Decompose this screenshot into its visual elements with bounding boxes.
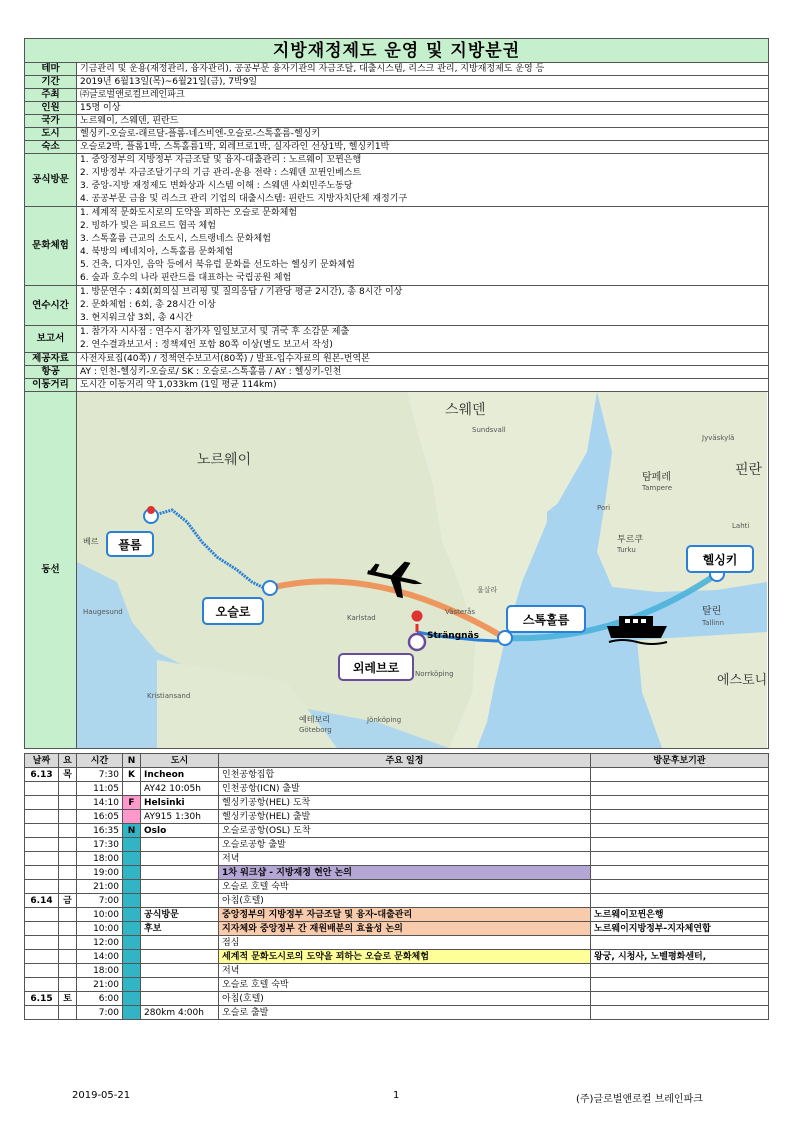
label-report: 보고서 bbox=[25, 326, 77, 353]
map-country-finland: 핀란 bbox=[735, 462, 763, 478]
table-row bbox=[25, 824, 769, 838]
host-value: ㈜글로벌앤로컬브레인파크 bbox=[77, 89, 769, 102]
schedule-cell-plan: 오슬로공항 출발 bbox=[219, 838, 591, 852]
schedule-cell-date bbox=[25, 1006, 59, 1020]
schedule-cell-day bbox=[59, 1006, 77, 1020]
list-item: 2. 연수결과보고서 : 정책제언 포함 80쪽 이상(별도 보고서 작성) bbox=[80, 340, 333, 350]
table-row bbox=[25, 964, 769, 978]
city-value: 헬싱키-오슬로-래르달-플롬-네스비엔-오슬로-스톡홀름-헬싱키 bbox=[77, 128, 769, 141]
schedule-cell-org: 노르웨이꼬뮌은행 bbox=[591, 908, 769, 922]
schedule-cell-n bbox=[123, 838, 141, 852]
period-value: 2019년 6월13일(목)~6월21일(금), 7박9일 bbox=[77, 76, 769, 89]
schedule-cell-org bbox=[591, 964, 769, 978]
estonia-land bbox=[637, 632, 767, 748]
map-label-jonkoping: Jönköping bbox=[367, 716, 402, 724]
schedule-cell-time: 7:00 bbox=[77, 1006, 123, 1020]
label-materials: 제공자료 bbox=[25, 353, 77, 366]
callout-oslo-label: 오슬로 bbox=[215, 605, 251, 619]
map-country-norway: 노르웨이 bbox=[197, 452, 252, 468]
schedule-cell-date bbox=[25, 922, 59, 936]
label-host: 주최 bbox=[25, 89, 77, 102]
schedule-cell-n: K bbox=[123, 768, 141, 782]
map-label-pori: Pori bbox=[597, 504, 611, 512]
schedule-cell-org bbox=[591, 894, 769, 908]
label-lodging: 숙소 bbox=[25, 141, 77, 154]
callout-orebro-label: 외레브로 bbox=[352, 661, 400, 675]
schedule-cell-city bbox=[141, 964, 219, 978]
schedule-cell-city bbox=[141, 838, 219, 852]
list-item: 1. 참가자 시사점 : 연수시 참가자 일일보고서 및 귀국 후 소감문 제출 bbox=[80, 327, 350, 337]
label-distance: 이동거리 bbox=[25, 379, 77, 392]
air-value: AY : 인천-헬싱키-오슬로/ SK : 오슬로-스톡홀름 / AY : 헬싱키-인천 bbox=[77, 366, 769, 379]
map-label-sundsvall: Sundsvall bbox=[472, 426, 506, 434]
people-value: 15명 이상 bbox=[77, 102, 769, 115]
route-map-cell bbox=[77, 392, 769, 749]
table-row bbox=[25, 782, 769, 796]
schedule-cell-org: 노르웨이지방정부-지자체연합 bbox=[591, 922, 769, 936]
label-culture: 문화체험 bbox=[25, 207, 77, 286]
footer-page-number: 1 bbox=[393, 1090, 400, 1101]
schedule-cell-time: 14:00 bbox=[77, 950, 123, 964]
label-people: 인원 bbox=[25, 102, 77, 115]
report-list bbox=[77, 326, 769, 353]
schedule-cell-org bbox=[591, 852, 769, 866]
schedule-cell-time: 7:30 bbox=[77, 768, 123, 782]
schedule-cell-time: 18:00 bbox=[77, 852, 123, 866]
schedule-cell-plan: 저녁 bbox=[219, 964, 591, 978]
row-period bbox=[25, 76, 769, 89]
callout-helsinki bbox=[687, 546, 753, 572]
schedule-cell-n bbox=[123, 964, 141, 978]
callout-flam-label: 플롬 bbox=[118, 538, 142, 552]
map-label-lahti: Lahti bbox=[732, 522, 750, 530]
schedule-cell-city bbox=[141, 880, 219, 894]
map-label-bergen: 베르 bbox=[83, 537, 99, 546]
list-item: 2. 빙하가 빚은 피요르드 협곡 체험 bbox=[80, 221, 216, 231]
schedule-cell-city: Incheon bbox=[141, 768, 219, 782]
schedule-cell-date bbox=[25, 852, 59, 866]
info-table bbox=[24, 38, 769, 749]
schedule-cell-day bbox=[59, 824, 77, 838]
schedule-cell-org bbox=[591, 768, 769, 782]
schedule-cell-time: 12:00 bbox=[77, 936, 123, 950]
schedule-cell-plan: 아침(호텔) bbox=[219, 894, 591, 908]
list-item: 3. 현지워크샵 3회, 총 4시간 bbox=[80, 313, 193, 323]
schedule-cell-plan: 인천공항(ICN) 출발 bbox=[219, 782, 591, 796]
callout-orebro bbox=[339, 654, 413, 680]
header-time: 시간 bbox=[77, 754, 123, 768]
table-row bbox=[25, 838, 769, 852]
marker-oslo bbox=[263, 581, 277, 595]
schedule-cell-city bbox=[141, 866, 219, 880]
materials-value: 사전자료집(40쪽) / 정책연수보고서(80쪽) / 발표-입수자료의 원본-번역본 bbox=[77, 353, 769, 366]
row-official bbox=[25, 154, 769, 207]
schedule-cell-day: 금 bbox=[59, 894, 77, 908]
label-period: 기간 bbox=[25, 76, 77, 89]
schedule-cell-city: Helsinki bbox=[141, 796, 219, 810]
schedule-body bbox=[25, 768, 769, 1020]
schedule-cell-city: Oslo bbox=[141, 824, 219, 838]
schedule-cell-day bbox=[59, 852, 77, 866]
schedule-cell-plan: 오슬로공항(OSL) 도착 bbox=[219, 824, 591, 838]
map-label-haugesund: Haugesund bbox=[83, 608, 123, 616]
schedule-cell-org bbox=[591, 824, 769, 838]
table-row bbox=[25, 936, 769, 950]
schedule-cell-n bbox=[123, 782, 141, 796]
schedule-cell-time: 21:00 bbox=[77, 978, 123, 992]
schedule-cell-city: 공식방문 bbox=[141, 908, 219, 922]
map-label-tallinn-en: Tallinn bbox=[702, 619, 725, 627]
row-theme bbox=[25, 63, 769, 76]
list-item: 5. 건축, 디자인, 음악 등에서 북유럽 문화를 선도하는 헬싱키 문화체험 bbox=[80, 260, 355, 270]
table-row bbox=[25, 768, 769, 782]
list-item: 4. 공공부문 금융 및 리스크 관리 기업의 대출시스템: 핀란드 지방자치단체 재정기구 bbox=[80, 194, 408, 204]
map-label-tallinn: 탈린 bbox=[702, 606, 722, 617]
map-label-karlstad: Karlstad bbox=[347, 614, 376, 622]
country-value: 노르웨이, 스웨덴, 핀란드 bbox=[77, 115, 769, 128]
schedule-cell-city bbox=[141, 978, 219, 992]
map-country-estonia: 에스토니 bbox=[717, 673, 767, 688]
header-date: 날짜 bbox=[25, 754, 59, 768]
map-label-turku-en: Turku bbox=[617, 546, 636, 554]
schedule-cell-time: 17:30 bbox=[77, 838, 123, 852]
schedule-cell-date: 6.13 bbox=[25, 768, 59, 782]
schedule-table bbox=[24, 753, 769, 1020]
label-country: 국가 bbox=[25, 115, 77, 128]
callout-helsinki-label: 헬싱키 bbox=[702, 553, 738, 567]
row-air bbox=[25, 366, 769, 379]
distance-value: 도시간 이동거리 약 1,033km (1일 평균 114km) bbox=[77, 379, 769, 392]
schedule-cell-day bbox=[59, 908, 77, 922]
map-label-goteborg-en: Göteborg bbox=[299, 726, 332, 734]
row-route bbox=[25, 392, 769, 749]
schedule-cell-day: 토 bbox=[59, 992, 77, 1006]
row-country bbox=[25, 115, 769, 128]
table-row bbox=[25, 922, 769, 936]
schedule-cell-plan: 중앙정부의 지방정부 자금조달 및 융자-대출관리 bbox=[219, 908, 591, 922]
callout-flam bbox=[107, 532, 153, 556]
schedule-cell-n bbox=[123, 922, 141, 936]
row-city bbox=[25, 128, 769, 141]
schedule-cell-org bbox=[591, 810, 769, 824]
schedule-cell-date bbox=[25, 796, 59, 810]
schedule-cell-day bbox=[59, 950, 77, 964]
header-org: 방문후보기관 bbox=[591, 754, 769, 768]
map-country-sweden: 스웨덴 bbox=[445, 402, 486, 418]
schedule-cell-time: 6:00 bbox=[77, 992, 123, 1006]
row-culture bbox=[25, 207, 769, 286]
table-row bbox=[25, 880, 769, 894]
list-item: 4. 북방의 베네치아, 스톡홀름 문화체험 bbox=[80, 247, 234, 257]
row-report bbox=[25, 326, 769, 353]
list-item: 2. 지방정부 자금조달기구의 기금 관리-운용 전략 : 스웨덴 꼬뮌인베스트 bbox=[80, 168, 362, 178]
schedule-cell-time: 16:35 bbox=[77, 824, 123, 838]
map-label-jyvaskyla: Jyväskylä bbox=[702, 434, 735, 442]
table-row bbox=[25, 950, 769, 964]
culture-list bbox=[77, 207, 769, 286]
schedule-cell-date: 6.15 bbox=[25, 992, 59, 1006]
map-label-norrkoping: Norrköping bbox=[415, 670, 454, 678]
schedule-cell-n bbox=[123, 1006, 141, 1020]
schedule-cell-time: 18:00 bbox=[77, 964, 123, 978]
footer-date: 2019-05-21 bbox=[72, 1090, 131, 1101]
schedule-cell-plan: 아침(호텔) bbox=[219, 992, 591, 1006]
table-row bbox=[25, 978, 769, 992]
schedule-cell-date bbox=[25, 866, 59, 880]
header-day: 요 bbox=[59, 754, 77, 768]
schedule-cell-date bbox=[25, 908, 59, 922]
schedule-cell-org bbox=[591, 978, 769, 992]
schedule-cell-day bbox=[59, 810, 77, 824]
schedule-cell-org bbox=[591, 936, 769, 950]
table-row bbox=[25, 894, 769, 908]
schedule-cell-date bbox=[25, 936, 59, 950]
row-host bbox=[25, 89, 769, 102]
table-row bbox=[25, 908, 769, 922]
schedule-cell-plan: 오슬로 호텔 숙박 bbox=[219, 978, 591, 992]
marker-stockholm bbox=[498, 631, 512, 645]
schedule-cell-day bbox=[59, 922, 77, 936]
map-label-kristiansand: Kristiansand bbox=[147, 692, 191, 700]
schedule-cell-date bbox=[25, 782, 59, 796]
label-route: 동선 bbox=[25, 392, 77, 749]
table-row bbox=[25, 796, 769, 810]
schedule-cell-time: 10:00 bbox=[77, 908, 123, 922]
schedule-cell-city bbox=[141, 852, 219, 866]
schedule-cell-date bbox=[25, 950, 59, 964]
schedule-cell-day bbox=[59, 978, 77, 992]
schedule-cell-n bbox=[123, 936, 141, 950]
schedule-cell-date: 6.14 bbox=[25, 894, 59, 908]
list-item: 1. 중앙정부의 지방정부 자금조달 및 융자-대출관리 : 노르웨이 꼬뮌은행 bbox=[80, 155, 362, 165]
schedule-cell-city bbox=[141, 950, 219, 964]
map-label-tampere-en: Tampere bbox=[642, 484, 673, 492]
list-item: 3. 중앙-지방 재정제도 변화상과 시스템 이해 : 스웨덴 사회민주노동당 bbox=[80, 181, 353, 191]
schedule-cell-date bbox=[25, 810, 59, 824]
schedule-cell-plan: 지자체와 중앙정부 간 재원배분의 효율성 논의 bbox=[219, 922, 591, 936]
schedule-cell-day bbox=[59, 838, 77, 852]
callout-oslo bbox=[203, 598, 263, 624]
list-item: 1. 방문연수 : 4회(회의실 브리핑 및 질의응답 / 기관당 평균 2시간), 총 8시간 이상 bbox=[80, 287, 403, 297]
schedule-cell-city bbox=[141, 936, 219, 950]
table-row bbox=[25, 1006, 769, 1020]
row-people bbox=[25, 102, 769, 115]
schedule-cell-date bbox=[25, 978, 59, 992]
row-distance bbox=[25, 379, 769, 392]
schedule-cell-day bbox=[59, 964, 77, 978]
schedule-cell-plan: 점심 bbox=[219, 936, 591, 950]
schedule-cell-city bbox=[141, 894, 219, 908]
schedule-cell-time: 14:10 bbox=[77, 796, 123, 810]
schedule-cell-plan: 세계적 문화도시로의 도약을 꾀하는 오슬로 문화체험 bbox=[219, 950, 591, 964]
theme-value: 기금관리 및 운용(재정관리, 융자관리), 공공부문 융자기관의 자금조달, 대출시스템, 리스크 관리, 지방재정제도 운영 등 bbox=[77, 63, 769, 76]
table-row bbox=[25, 852, 769, 866]
route-map bbox=[77, 392, 767, 748]
page-title: 지방재정제도 운영 및 지방분권 bbox=[25, 39, 769, 63]
schedule-cell-day: 목 bbox=[59, 768, 77, 782]
map-label-goteborg: 예테보리 bbox=[299, 715, 330, 724]
schedule-cell-day bbox=[59, 796, 77, 810]
map-label-vasteras: Västerås bbox=[445, 608, 476, 616]
schedule-cell-n bbox=[123, 866, 141, 880]
schedule-cell-org bbox=[591, 866, 769, 880]
schedule-cell-plan: 인천공항집합 bbox=[219, 768, 591, 782]
schedule-cell-org bbox=[591, 796, 769, 810]
schedule-cell-org bbox=[591, 782, 769, 796]
schedule-cell-time: 10:00 bbox=[77, 922, 123, 936]
schedule-cell-n bbox=[123, 894, 141, 908]
label-training: 연수시간 bbox=[25, 286, 77, 326]
label-official: 공식방문 bbox=[25, 154, 77, 207]
schedule-cell-day bbox=[59, 880, 77, 894]
schedule-cell-org bbox=[591, 1006, 769, 1020]
schedule-cell-date bbox=[25, 964, 59, 978]
schedule-cell-n bbox=[123, 908, 141, 922]
map-label-tampere: 탐페레 bbox=[642, 472, 671, 483]
schedule-cell-day bbox=[59, 782, 77, 796]
schedule-cell-plan: 헬싱키공항(HEL) 출발 bbox=[219, 810, 591, 824]
schedule-cell-plan: 1차 워크샵 - 지방재정 현안 논의 bbox=[219, 866, 591, 880]
schedule-cell-org: 왕궁, 시청사, 노벨평화센터, bbox=[591, 950, 769, 964]
marker-flam-pin bbox=[147, 506, 155, 514]
label-theme: 테마 bbox=[25, 63, 77, 76]
callout-stockholm bbox=[507, 606, 585, 632]
schedule-cell-plan: 헬싱키공항(HEL) 도착 bbox=[219, 796, 591, 810]
official-list bbox=[77, 154, 769, 207]
schedule-cell-date bbox=[25, 880, 59, 894]
schedule-cell-day bbox=[59, 936, 77, 950]
schedule-cell-n: F bbox=[123, 796, 141, 810]
list-item: 3. 스톡홀름 근교의 소도시, 스트랭네스 문화체험 bbox=[80, 234, 271, 244]
row-lodging bbox=[25, 141, 769, 154]
label-city: 도시 bbox=[25, 128, 77, 141]
callout-stockholm-label: 스톡홀름 bbox=[522, 613, 570, 627]
schedule-cell-time: 21:00 bbox=[77, 880, 123, 894]
schedule-cell-n: N bbox=[123, 824, 141, 838]
schedule-cell-time: 11:05 bbox=[77, 782, 123, 796]
schedule-cell-n bbox=[123, 880, 141, 894]
schedule-cell-date bbox=[25, 824, 59, 838]
schedule-cell-plan: 오슬로 출발 bbox=[219, 1006, 591, 1020]
schedule-header bbox=[25, 754, 769, 768]
header-plan: 주요 일정 bbox=[219, 754, 591, 768]
schedule-cell-time: 16:05 bbox=[77, 810, 123, 824]
table-row bbox=[25, 866, 769, 880]
schedule-cell-org bbox=[591, 880, 769, 894]
schedule-cell-plan: 오슬로 호텔 숙박 bbox=[219, 880, 591, 894]
schedule-cell-n bbox=[123, 852, 141, 866]
footer-company: (주)글로벌앤로컬 브레인파크 bbox=[576, 1094, 703, 1105]
schedule-cell-n bbox=[123, 992, 141, 1006]
schedule-cell-city: AY42 10:05h bbox=[141, 782, 219, 796]
map-label-uppsala: 웁살라 bbox=[477, 586, 498, 594]
schedule-cell-date bbox=[25, 838, 59, 852]
schedule-cell-plan: 저녁 bbox=[219, 852, 591, 866]
table-row bbox=[25, 992, 769, 1006]
list-item: 6. 숲과 호수의 나라 핀란드를 대표하는 국립공원 체험 bbox=[80, 273, 292, 283]
schedule-cell-org bbox=[591, 838, 769, 852]
schedule-cell-city: 후보 bbox=[141, 922, 219, 936]
schedule-cell-n bbox=[123, 978, 141, 992]
schedule-cell-day bbox=[59, 866, 77, 880]
schedule-cell-city bbox=[141, 992, 219, 1006]
header-city: 도시 bbox=[141, 754, 219, 768]
map-label-strangnas: Strängnäs bbox=[427, 631, 479, 641]
label-air: 항공 bbox=[25, 366, 77, 379]
lodging-value: 오슬로2박, 플롬1박, 스톡홀름1박, 외레브로1박, 실자라인 선상1박, 헬싱키1박 bbox=[77, 141, 769, 154]
schedule-cell-time: 7:00 bbox=[77, 894, 123, 908]
table-row bbox=[25, 810, 769, 824]
header-n: N bbox=[123, 754, 141, 768]
list-item: 1. 세계적 문화도시로의 도약을 꾀하는 오슬로 문화체험 bbox=[80, 208, 298, 218]
list-item: 2. 문화체험 : 6회, 총 28시간 이상 bbox=[80, 300, 216, 310]
schedule-cell-city: 280km 4:00h bbox=[141, 1006, 219, 1020]
schedule-cell-org bbox=[591, 992, 769, 1006]
row-materials bbox=[25, 353, 769, 366]
schedule-cell-n bbox=[123, 810, 141, 824]
training-list bbox=[77, 286, 769, 326]
schedule-cell-n bbox=[123, 950, 141, 964]
map-label-turku: 투르쿠 bbox=[617, 535, 644, 545]
row-training bbox=[25, 286, 769, 326]
document-page bbox=[24, 38, 768, 1020]
schedule-cell-city: AY915 1:30h bbox=[141, 810, 219, 824]
schedule-cell-time: 19:00 bbox=[77, 866, 123, 880]
